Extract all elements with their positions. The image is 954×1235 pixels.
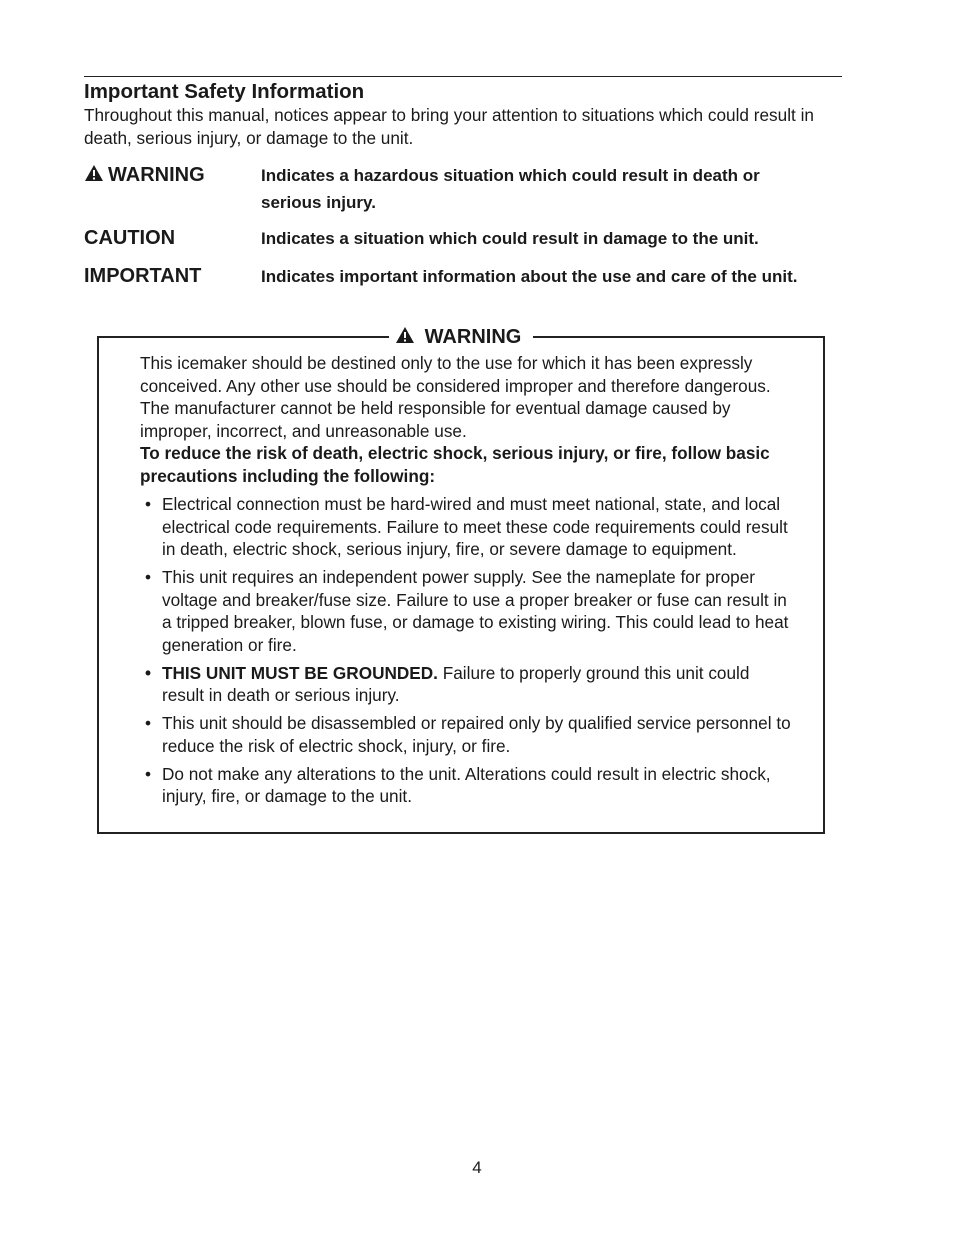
warning-box [97,326,825,834]
warning-box-heading [99,325,823,349]
list-item: • Do not make any alterations to the unit. Alterations could result in electric shock, injury, fire, or damage to the unit. [145,763,771,806]
warning-triangle-icon [84,164,104,182]
definition-term-warning [84,162,205,188]
section-title: Important Safety Information [84,80,365,103]
bullet-icon: • [145,763,152,784]
warning-box-heading-label: WARNING [419,326,528,348]
definition-text: Indicates a hazardous situation which could result in death or serious injury. [261,166,760,212]
definition-term-label: WARNING [108,164,205,186]
page-number: 4 [472,1158,482,1177]
bullet-icon: • [145,494,152,514]
warning-triangle-icon [395,326,415,344]
warning-paragraph: This icemaker should be destined only to the use for which it has been expressly conceived. Any other use should be considered improper and therefore dangerous. The manufacturer cannot be held responsible for eventual damage caused by improper, incorrect, and unreasonable use. [140,353,771,441]
definition-text: Indicates important information about the use and care of the unit. [261,267,798,286]
list-item: • THIS UNIT MUST BE GROUNDED. Failure to properly ground this unit could result in death or serious injury. [145,662,750,705]
definition-text: Indicates a situation which could result in damage to the unit. [261,229,759,248]
definition-term-label: CAUTION [84,227,176,249]
bullet-icon: • [145,662,152,683]
warning-lead: To reduce the risk of death, electric shock, serious injury, or fire, follow basic precautions including the following: [140,443,770,486]
list-item: • This unit should be disassembled or repaired only by qualified service personnel to reduce the risk of electric shock, injury, or fire. [145,713,791,756]
section-top-rule [84,76,842,77]
precaution-list [140,493,795,808]
definition-term-label: IMPORTANT [84,265,202,287]
warning-box-body [140,352,795,813]
section-intro: Throughout this manual, notices appear to bring your attention to situations which could result in death, serious injury, or damage to the unit. [84,105,814,148]
bullet-icon: • [145,567,152,587]
bullet-icon: • [145,713,152,733]
list-item: • Electrical connection must be hard-wired and must meet national, state, and local electrical code requirements. Failure to meet these code requirements could result in death, electric shock, serious injury, fire, or severe damage to equipment. [145,494,788,559]
list-item: • This unit requires an independent power supply. See the nameplate for proper voltage and breaker/fuse size. Failure to use a proper breaker or fuse can result in a tripped breaker, blown fuse, or damage to existing wiring. This could lead to heat generation or fire. [145,567,789,655]
